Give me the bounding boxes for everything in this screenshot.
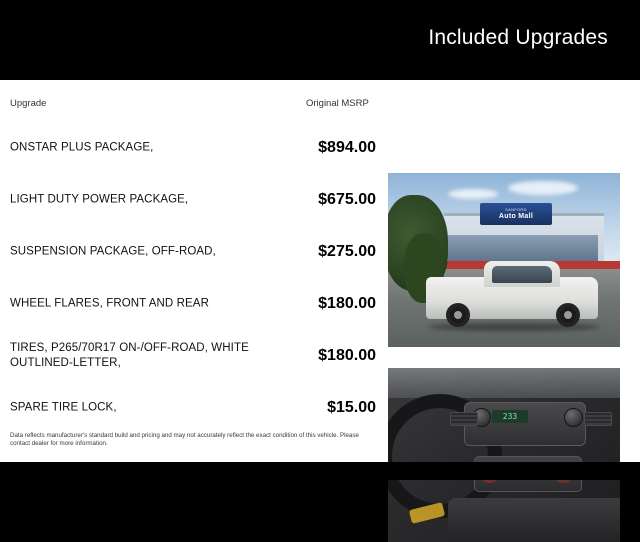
upgrade-name: SUSPENSION PACKAGE, OFF-ROAD, bbox=[10, 245, 216, 258]
table-row bbox=[0, 226, 388, 278]
page-title: Included Upgrades bbox=[428, 26, 608, 49]
table-header-row bbox=[0, 98, 390, 116]
cloud bbox=[508, 181, 578, 195]
vehicle-interior-photo bbox=[388, 368, 620, 542]
upgrade-price: $275.00 bbox=[318, 243, 376, 260]
table-row bbox=[0, 174, 388, 226]
upgrade-name: TIRES, P265/70R17 ON-/OFF-ROAD, WHITE OUTLINED-LETTER, bbox=[10, 342, 249, 369]
slide-footer bbox=[0, 462, 640, 480]
radio-knob bbox=[564, 408, 583, 427]
table-row bbox=[0, 278, 388, 330]
upgrade-name: WHEEL FLARES, FRONT AND REAR bbox=[10, 297, 209, 310]
table-row bbox=[0, 382, 388, 434]
upgrade-name: ONSTAR PLUS PACKAGE, bbox=[10, 141, 154, 154]
upgrade-name: LIGHT DUTY POWER PACKAGE, bbox=[10, 193, 189, 206]
air-vent bbox=[584, 412, 612, 426]
center-console bbox=[448, 498, 620, 542]
table-row bbox=[0, 330, 388, 382]
upgrade-price: $180.00 bbox=[318, 347, 376, 364]
upgrade-price: $675.00 bbox=[318, 191, 376, 208]
table-row bbox=[0, 122, 388, 174]
upgrade-price: $180.00 bbox=[318, 295, 376, 312]
windshield bbox=[388, 368, 620, 398]
dealership-sign bbox=[480, 203, 552, 225]
dealership-sign-line2: Auto Mall bbox=[498, 213, 534, 220]
vehicle-exterior-photo bbox=[388, 173, 620, 347]
content-panel bbox=[0, 80, 640, 462]
slide-header bbox=[0, 0, 640, 80]
upgrade-price: $15.00 bbox=[327, 399, 376, 416]
air-vent bbox=[450, 412, 478, 426]
truck-window bbox=[492, 266, 552, 283]
column-header-upgrade: Upgrade bbox=[10, 98, 47, 109]
dealership-windows bbox=[448, 235, 598, 261]
upgrade-price: $894.00 bbox=[318, 139, 376, 156]
truck-wheel bbox=[556, 303, 580, 327]
dealership-sign-line1: SANFORD bbox=[505, 207, 527, 212]
radio-display: 233 bbox=[492, 410, 528, 423]
upgrades-table bbox=[0, 122, 388, 434]
upgrade-name: SPARE TIRE LOCK, bbox=[10, 401, 117, 414]
cloud bbox=[448, 189, 498, 199]
disclaimer-text: Data reflects manufacturer's standard build and pricing and may not accurately reflect the exact condition of this vehicle. Please contact dealer for more information. bbox=[10, 432, 359, 448]
column-header-msrp: Original MSRP bbox=[306, 98, 369, 109]
truck-wheel bbox=[446, 303, 470, 327]
